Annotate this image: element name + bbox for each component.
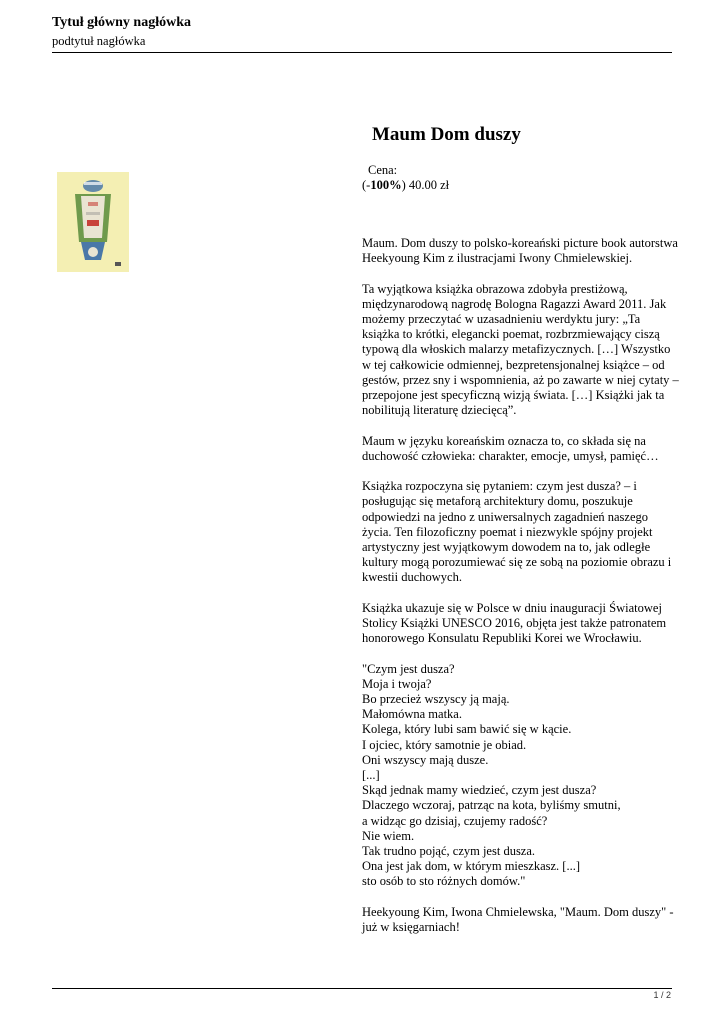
poem-line: sto osób to sto różnych domów."	[362, 874, 526, 889]
discount-badge: 100%	[370, 178, 402, 192]
poem-line: Skąd jednak mamy wiedzieć, czym jest dusza?	[362, 783, 597, 798]
description-paragraph: Maum w języku koreańskim oznacza to, co składa się na duchowość człowieka: charakter, emocje, umysł, pamięć…	[362, 433, 659, 463]
poem-line: Ona jest jak dom, w którym mieszkasz. [...]	[362, 859, 581, 874]
description-paragraph: Książka ukazuje się w Polsce w dniu inauguracji Światowej Stolicy Książki UNESCO 2016, objęta jest także patronatem honorowego Konsulatu Republiki Korei we Wrocławiu.	[362, 600, 667, 646]
page-header	[52, 14, 673, 49]
poem-line: Tak trudno pojąć, czym jest dusza.	[362, 844, 536, 859]
description-paragraph: Maum. Dom duszy to polsko-koreański picture book autorstwa Heekyoung Kim z ilustracjami Iwony Chmielewskiej.	[362, 236, 678, 266]
poem-line: Nie wiem.	[362, 828, 415, 843]
poem-line: Dlaczego wczoraj, patrząc na kota, byliśmy smutni,	[362, 798, 621, 813]
poem-line: a widząc go dzisiaj, czujemy radość?	[362, 813, 548, 828]
product-title: Maum Dom duszy	[372, 124, 521, 145]
poem-quote	[362, 662, 680, 890]
product-description	[362, 236, 680, 950]
header-subtitle: podtytuł nagłówka	[52, 34, 146, 48]
discount-open: (-	[362, 178, 371, 192]
poem-line: I ojciec, który samotnie je obiad.	[362, 737, 527, 752]
discount-close: )	[401, 178, 406, 192]
book-cover-image[interactable]	[57, 172, 129, 272]
poem-line: Moja i twoja?	[362, 676, 432, 691]
price-label: Cena:	[368, 163, 398, 177]
price-line	[362, 177, 449, 193]
page-number: 1 / 2	[653, 990, 671, 1000]
price-value: 40.00 zł	[408, 178, 450, 192]
footer-divider	[52, 988, 672, 989]
header-title: Tytuł główny nagłówka	[52, 15, 191, 30]
description-paragraph: Książka rozpoczyna się pytaniem: czym jest dusza? – i posługując się metaforą architektury domu, poszukuje odpowiedzi na jedno z uniwersalnych zagadnień naszego życia. Ten filozoficzny poemat i niezwykle spójny projekt artystyczny jest wyjątkowym dowodem na to, jak odległe kultury mogą porozumiewać się ze sobą na poziomie obrazu i kwestii duchowych.	[362, 479, 672, 585]
poem-line: Oni wszyscy mają dusze.	[362, 752, 489, 767]
book-cover-illustration	[57, 172, 129, 272]
poem-line: Małomówna matka.	[362, 707, 462, 722]
poem-line: "Czym jest dusza?	[362, 661, 455, 676]
description-paragraph: Ta wyjątkowa książka obrazowa zdobyła prestiżową, międzynarodową nagrodę Bologna Ragazzi Award 2011. Jak możemy przeczytać w uzasadnieniu werdyktu jury: „Ta książka to krótki, elegancki poemat, rozbrzmiewający ciszą typową dla włoskich malarzy metafizycznych. […] Wszystko w tej całkowicie odmiennej, bezpretensjonalnej książce – od gestów, przez sny i wspomnienia, aż po zawarte w niej cytaty – przepojone jest specyficzną wizją świata. […] Książki jak ta nobilitują literaturę dziecięcą”.	[362, 281, 679, 418]
header-divider	[52, 52, 672, 53]
poem-line: Bo przecież wszyscy ją mają.	[362, 692, 510, 707]
poem-line: Kolega, który lubi sam bawić się w kącie.	[362, 722, 572, 737]
closing-paragraph: Heekyoung Kim, Iwona Chmielewska, "Maum. Dom duszy" - już w księgarniach!	[362, 904, 674, 935]
poem-line: [...]	[362, 768, 380, 783]
